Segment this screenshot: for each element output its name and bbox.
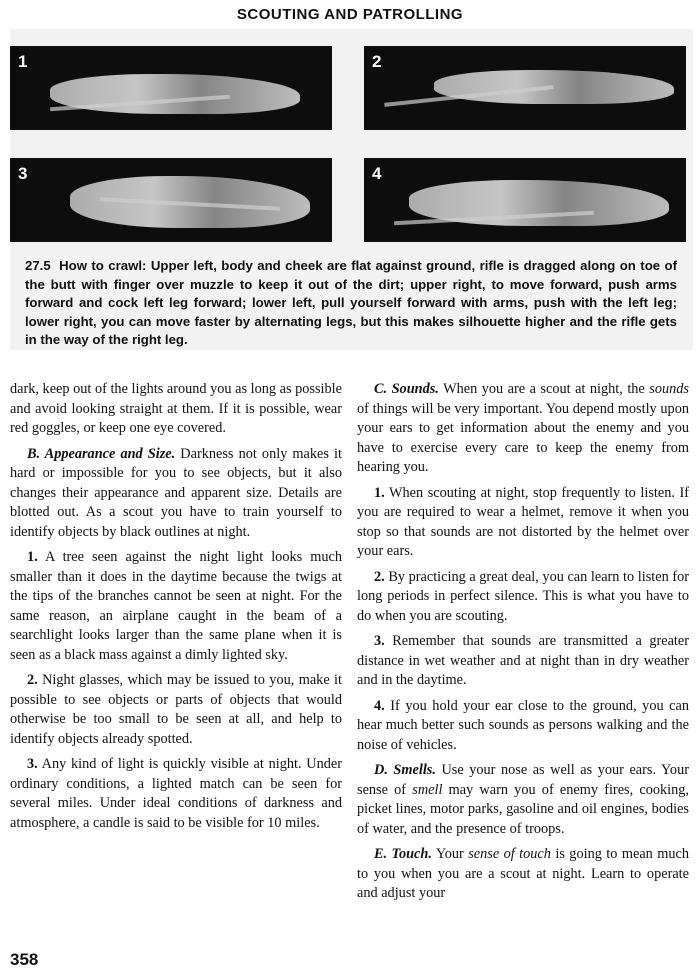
item-number: 4. (374, 697, 385, 714)
paragraph: 1. A tree seen against the night light looks much smaller than it does in the daytime because the twigs at the tips of the branches cannot be seen at night. For the same reason, an airplane caught in the beam of a searchlight looks larger than the same plane when it is seen as a black mass against a dimly lighted sky. (10, 549, 342, 663)
figure-27-5 (10, 29, 693, 350)
crawl-photo-4 (364, 158, 686, 242)
item-number: 3. (27, 756, 38, 772)
page-number: 358 (10, 950, 39, 969)
paragraph: 2. By practicing a great deal, you can learn to listen for long periods in perfect silence. This is what you have to do when you are scouting. (357, 568, 689, 624)
crawl-photo-3 (10, 158, 332, 242)
running-header: SCOUTING AND PATROLLING (236, 6, 464, 23)
item-number: 2. (27, 672, 38, 688)
caption-number: 27.5 (25, 258, 51, 273)
paragraph: 3. Any kind of light is quickly visible at night. Under ordinary conditions, a lighted match can be seen for several miles. Under ideal conditions of darkness and atmosphere, a candle is said to be visible for 10 miles. (10, 756, 342, 831)
item-number: 2. (374, 568, 385, 585)
item-number: 1. (374, 484, 385, 501)
photo-number: 1 (18, 52, 28, 71)
item-number: 3. (374, 633, 385, 649)
caption-text: How to crawl: Upper left, body and cheek are flat against ground, rifle is dragged along on toe of the butt with finger over muzzle to keep it out of the dirt; upper right, to move forward, push arms forward and cock left leg forward; lower left, pull yourself forward with arms, push with the left leg; lower right, you can move faster by alternating legs, but this makes silhouette higher and the rifle gets in the way of the right leg. (25, 258, 677, 347)
paragraph: D. Smells. Use your nose as well as your ears. Your sense of smell may warn you of enemy fires, cooking, picket lines, motor parks, gasoline and oil engines, bodies of water, and the presence of troops. (357, 762, 689, 837)
paragraph: 2. Night glasses, which may be issued to you, make it possible to see objects or parts of objects that would otherwise be too small to be seen at all, and help to identify objects already spotted. (10, 672, 342, 747)
right-column (357, 380, 689, 910)
section-heading: B. Appearance and Size. (27, 445, 176, 462)
item-number: 1. (27, 549, 38, 565)
paragraph: 4. If you hold your ear close to the ground, you can hear much better such sounds as persons walking and the noise of vehicles. (357, 697, 689, 753)
paragraph: C. Sounds. When you are a scout at night, the sounds of things will be very important. You depend mostly upon your ears to get information about the enemy and you have to exercise every care to keep the enemy from hearing you. (357, 381, 689, 475)
paragraph: B. Appearance and Size. Darkness not only makes it hard or impossible for you to see objects, but it also changes their appearance and apparent size. Details are blotted out. As a scout you have to train yourself to identify objects by black outlines at night. (10, 445, 342, 540)
photo-number: 4 (372, 164, 382, 183)
crawl-photo-1 (10, 46, 332, 130)
paragraph: 1. When scouting at night, stop frequently to listen. If you are required to wear a helmet, remove it when you stop so that sounds are not distorted by the helmet over your ears. (357, 484, 689, 559)
paragraph: dark, keep out of the lights around you as long as possible and avoid looking straight at them. If it is possible, wear red goggles, or keep one eye covered. (10, 381, 342, 436)
paragraph: 3. Remember that sounds are transmitted a greater distance in wet weather and at night than in dry weather and in the daytime. (357, 633, 689, 688)
section-heading: E. Touch. (374, 846, 432, 862)
photo-number: 3 (18, 164, 28, 183)
crawl-photo-2 (364, 46, 686, 130)
photo-number: 2 (372, 52, 382, 71)
section-heading: D. Smells. (374, 762, 436, 778)
paragraph: E. Touch. Your sense of touch is going to mean much to you when you are a scout at night. Learn to operate and adjust your (357, 846, 689, 901)
figure-caption (25, 257, 677, 350)
left-column (10, 380, 342, 839)
section-heading: C. Sounds. (374, 381, 439, 397)
